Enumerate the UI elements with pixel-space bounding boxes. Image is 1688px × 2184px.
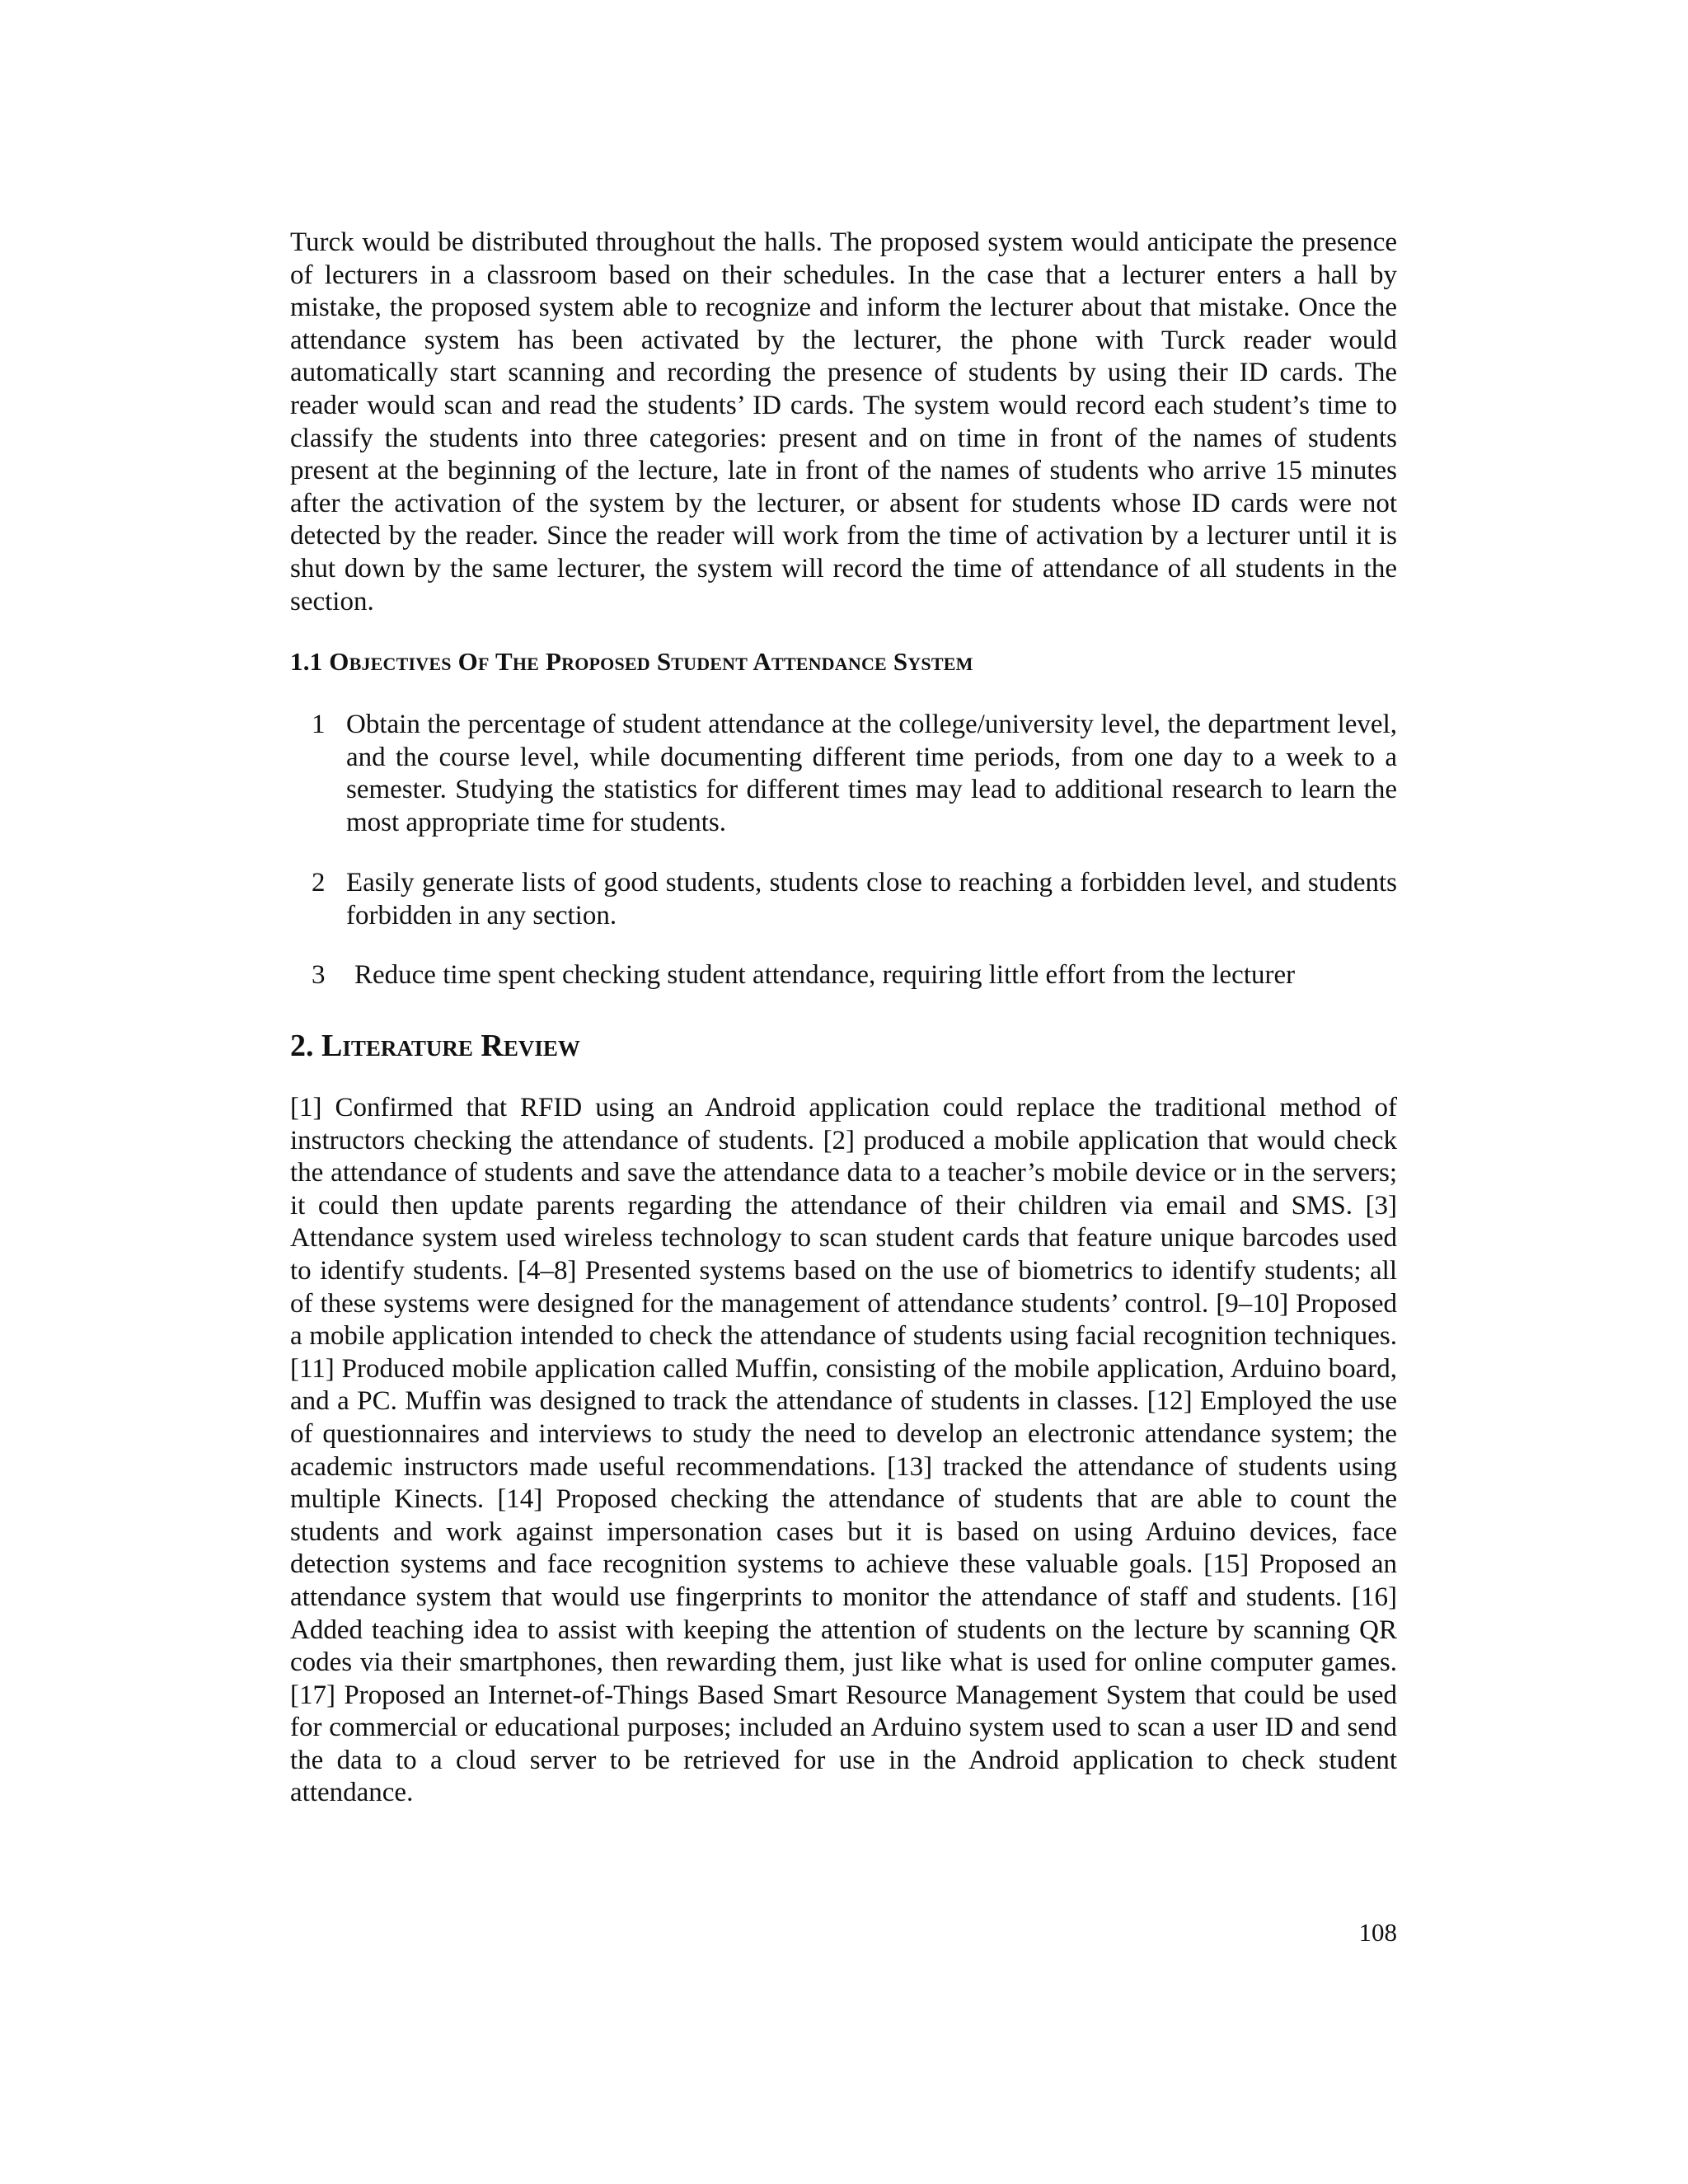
objective-item [312,959,1397,992]
objective-item [312,709,1397,839]
objective-text: Easily generate lists of good students, students close to reaching a forbidden level, and students forbidden in any section. [346,868,1397,930]
page-number: 108 [1358,1918,1397,1947]
objective-number: 3 [312,960,326,990]
objective-text: Reduce time spent checking student attendance, requiring little effort from the lecturer [354,960,1296,990]
section-heading-literature-review: 2. Literature Review [290,1029,580,1063]
intro-paragraph: Turck would be distributed throughout the halls. The proposed system would anticipate the presence of lecturers in a classroom based on their schedules. In the case that a lecturer enters a hall by mistake, the proposed system able to recognize and inform the lecturer about that mistake. Once the attendance system has been activated by the lecturer, the phone with Turck reader would automatically start scanning and recording the presence of students by using their ID cards. The reader would scan and read the students’ ID cards. The system would record each student’s time to classify the students into three categories: present and on time in front of the names of students present at the beginning of the lecture, late in front of the names of students who arrive 15 minutes after the activation of the system by the lecturer, or absent for students whose ID cards were not detected by the reader. Since the reader will work from the time of activation by a lecturer until it is shut down by the same lecturer, the system will record the time of attendance of all students in the section. [290,227,1397,616]
objective-text: Obtain the percentage of student attendance at the college/university level, the department level, and the course level, while documenting different time periods, from one day to a week to a semester. Studying the statistics for different times may lead to additional research to learn the most appropriate time for students. [346,710,1397,837]
literature-review-paragraph: [1] Confirmed that RFID using an Android application could replace the traditional method of instructors checking the attendance of students. [2] produced a mobile application that would check the attendance of students and save the attendance data to a teacher’s mobile device or in the servers; it could then update parents regarding the attendance of their children via email and SMS. [3] Attendance system used wireless technology to scan student cards that feature unique barcodes used to identify students. [4–8] Presented systems based on the use of biometrics to identify students; all of these systems were designed for the management of attendance students’ control. [9–10] Proposed a mobile application intended to check the attendance of students using facial recognition techniques. [11] Produced mobile application called Muffin, consisting of the mobile application, Arduino board, and a PC. Muffin was designed to track the attendance of students in classes. [12] Employed the use of questionnaires and interviews to study the need to develop an electronic attendance system; the academic instructors made useful recommendations. [13] tracked the attendance of students using multiple Kinects. [14] Proposed checking the attendance of students that are able to count the students and work against impersonation cases but it is based on using Arduino devices, face detection systems and face recognition systems to achieve these valuable goals. [15] Proposed an attendance system that would use fingerprints to monitor the attendance of staff and students. [16] Added teaching idea to assist with keeping the attention of students on the lecture by scanning QR codes via their smartphones, then rewarding them, just like what is used for online computer games. [17] Proposed an Internet-of-Things Based Smart Resource Management System that could be used for commercial or educational purposes; included an Arduino system used to scan a user ID and send the data to a cloud server to be retrieved for use in the Android application to check student attendance. [290,1093,1397,1808]
section-heading-objectives: 1.1 Objectives Of The Proposed Student Attendance System [290,647,973,676]
objective-number: 1 [312,710,326,739]
objective-number: 2 [312,868,326,898]
objective-item [312,867,1397,932]
